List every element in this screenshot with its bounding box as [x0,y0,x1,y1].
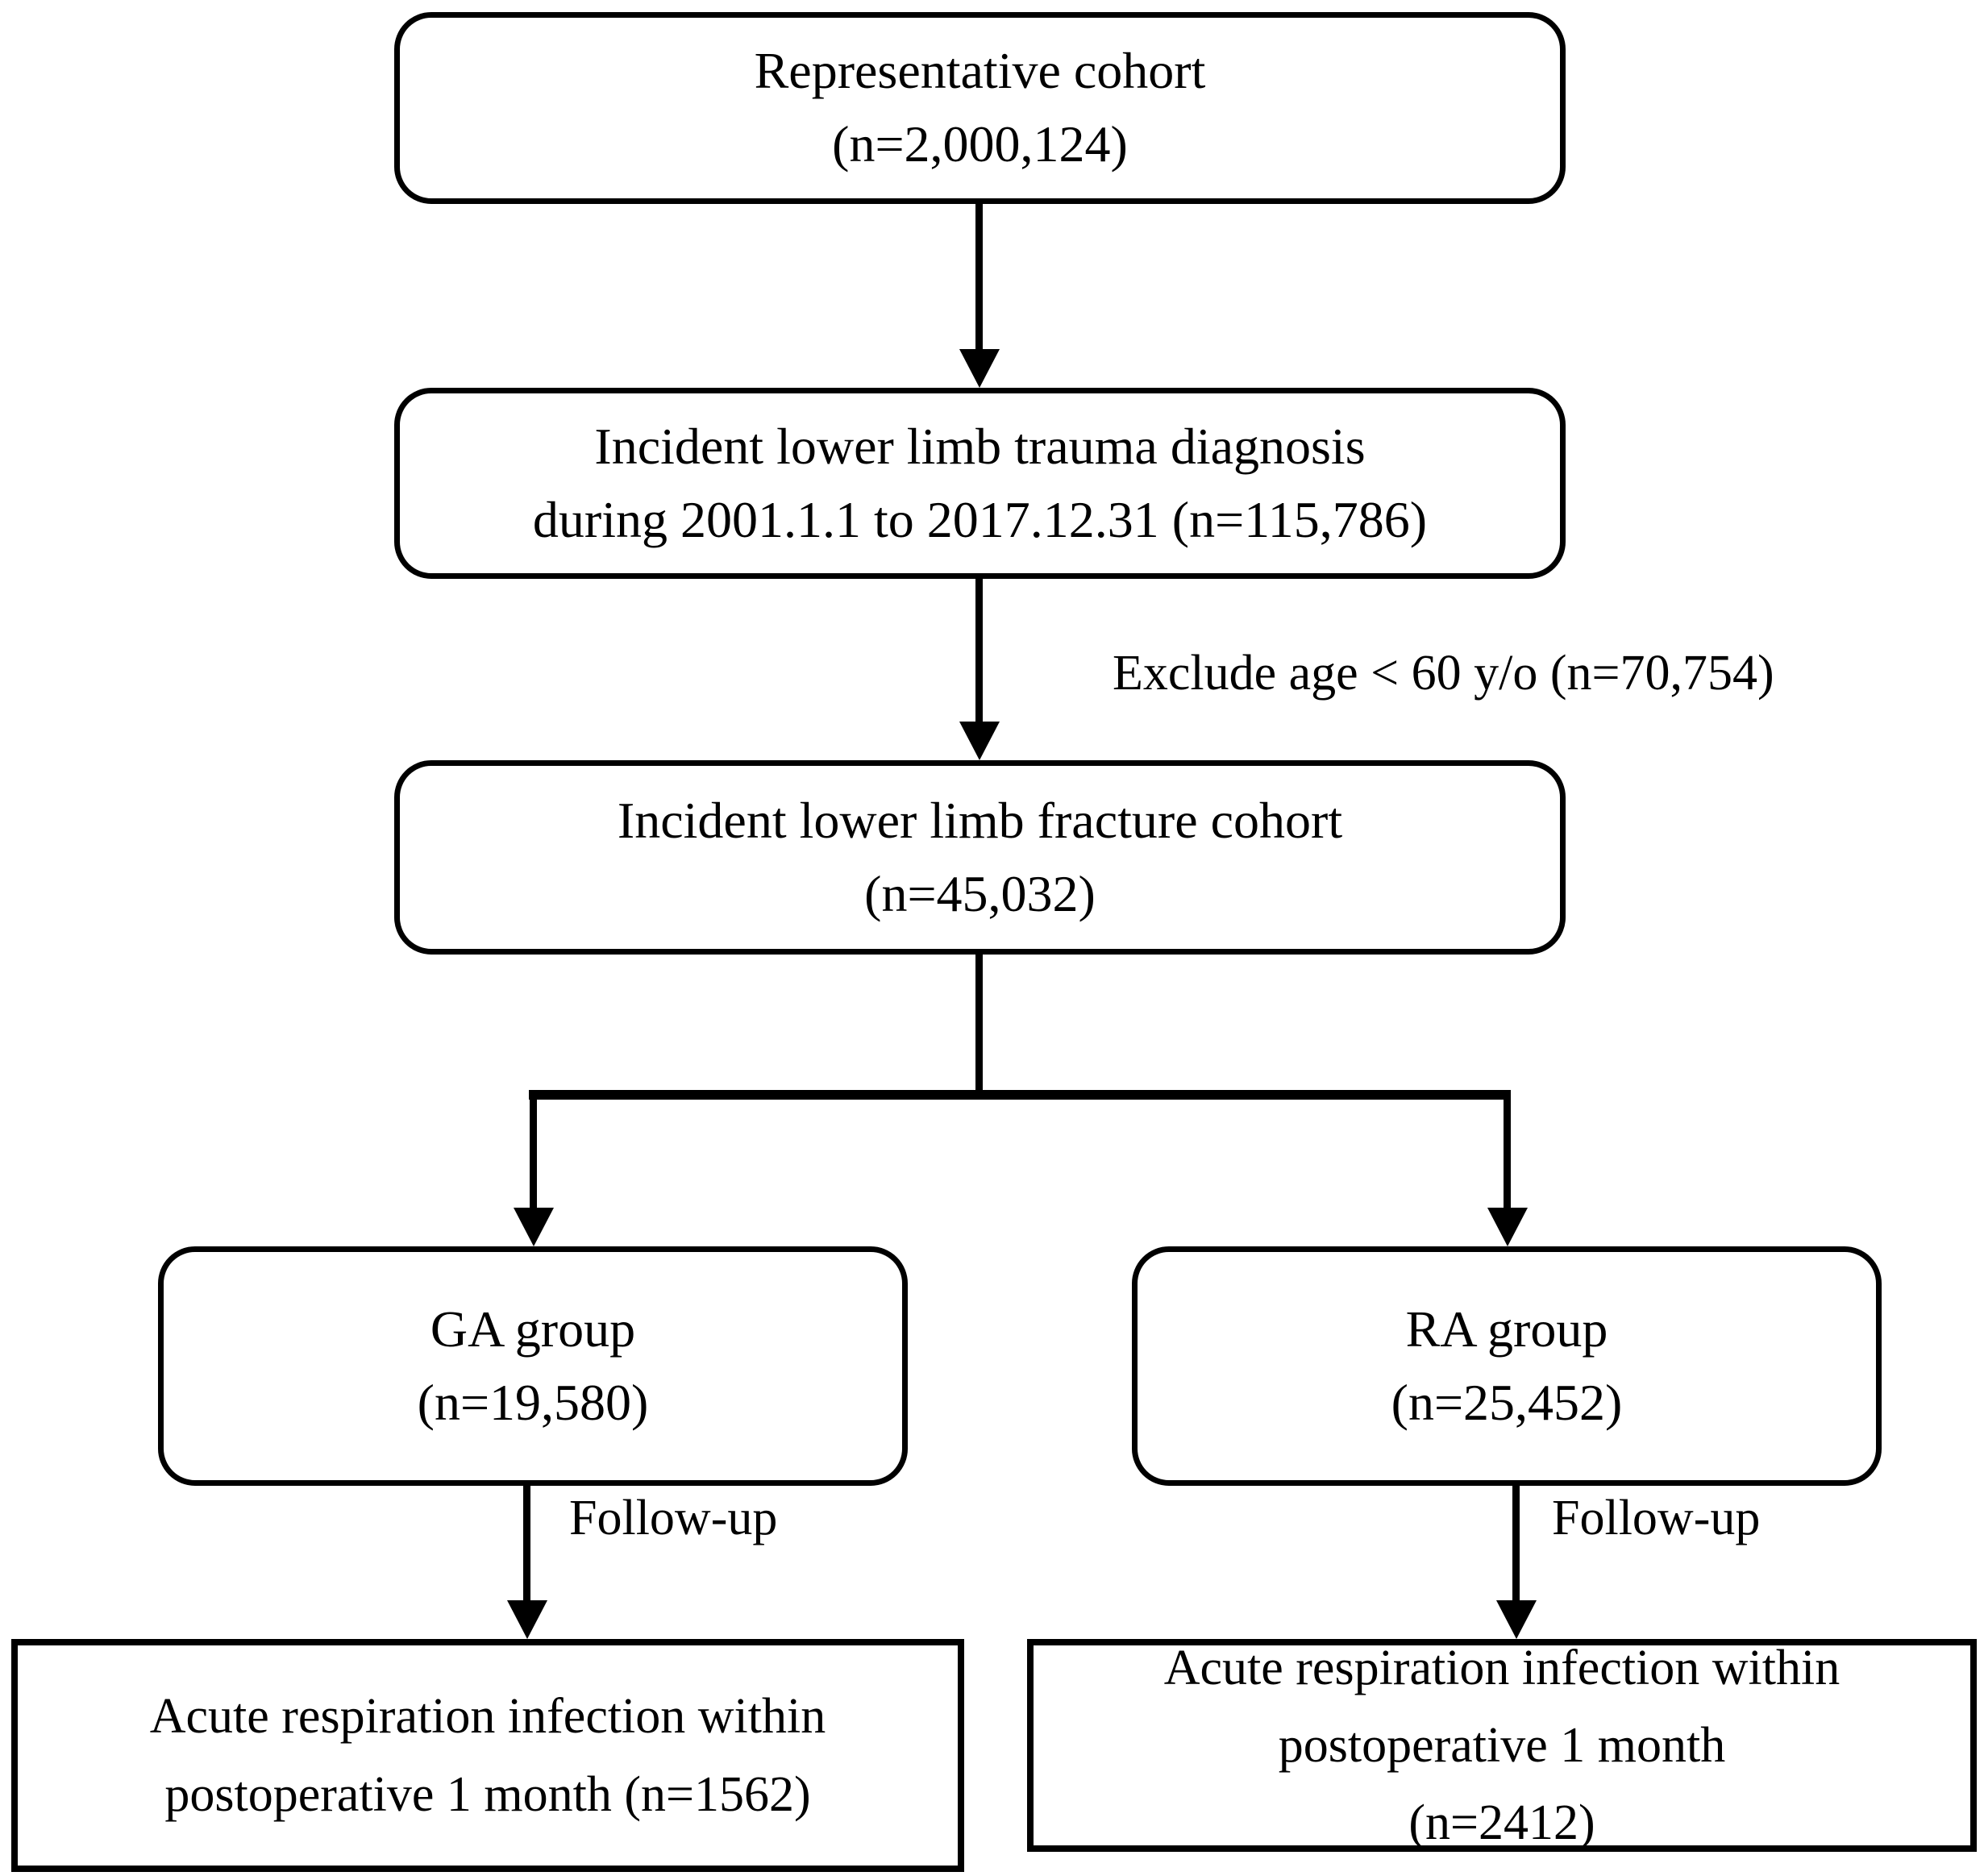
split-crossbar-line [529,1090,1511,1100]
node-text-line: postoperative 1 month (n=1562) [164,1766,811,1822]
node-text-line: Acute respiration infection within [1163,1640,1841,1695]
node-text-line: Representative cohort [754,42,1206,100]
arrow-trauma-to-fracture-line [975,577,983,726]
split-stem-line [975,953,983,1095]
node-text-line: during 2001.1.1 to 2017.12.31 (n=115,786) [532,490,1428,548]
node-ga-group [158,1246,908,1486]
node-text-line: Acute respiration infection within [149,1689,826,1745]
arrow-cohort-to-trauma-line [975,202,983,353]
node-text-line: RA group [1405,1300,1608,1358]
edge-label-followup-ra: Follow-up [1552,1491,1761,1545]
node-text-line: GA group [430,1300,636,1358]
node-text-line: postoperative 1 month [1278,1717,1726,1773]
node-ga-outcome [11,1639,964,1872]
branch-ra-line [1504,1090,1511,1211]
edge-label-exclude: Exclude age < 60 y/o (n=70,754) [1113,646,1774,701]
node-text-line: (n=25,452) [1391,1373,1623,1431]
node-text-line: (n=2,000,124) [832,115,1128,173]
node-text-line: (n=2412) [1408,1795,1595,1851]
node-ra-outcome [1027,1639,1977,1852]
node-text-line: (n=45,032) [864,864,1096,922]
arrowhead-down-icon [507,1600,547,1639]
branch-ga-line [530,1090,537,1211]
arrowhead-down-icon [1487,1208,1528,1246]
node-trauma-diagnosis [394,388,1566,579]
node-text-line: Incident lower limb fracture cohort [617,791,1343,849]
node-text-line: (n=19,580) [417,1373,649,1431]
edge-label-followup-ga: Follow-up [569,1491,778,1545]
node-text-line: Incident lower limb trauma diagnosis [594,417,1366,475]
arrow-ra-followup-line [1512,1484,1520,1604]
arrowhead-down-icon [514,1208,554,1246]
node-representative-cohort [394,12,1566,204]
arrow-ga-followup-line [523,1484,530,1604]
arrowhead-down-icon [959,722,1000,760]
arrowhead-down-icon [959,349,1000,388]
node-ra-group [1132,1246,1882,1486]
node-fracture-cohort [394,760,1566,955]
